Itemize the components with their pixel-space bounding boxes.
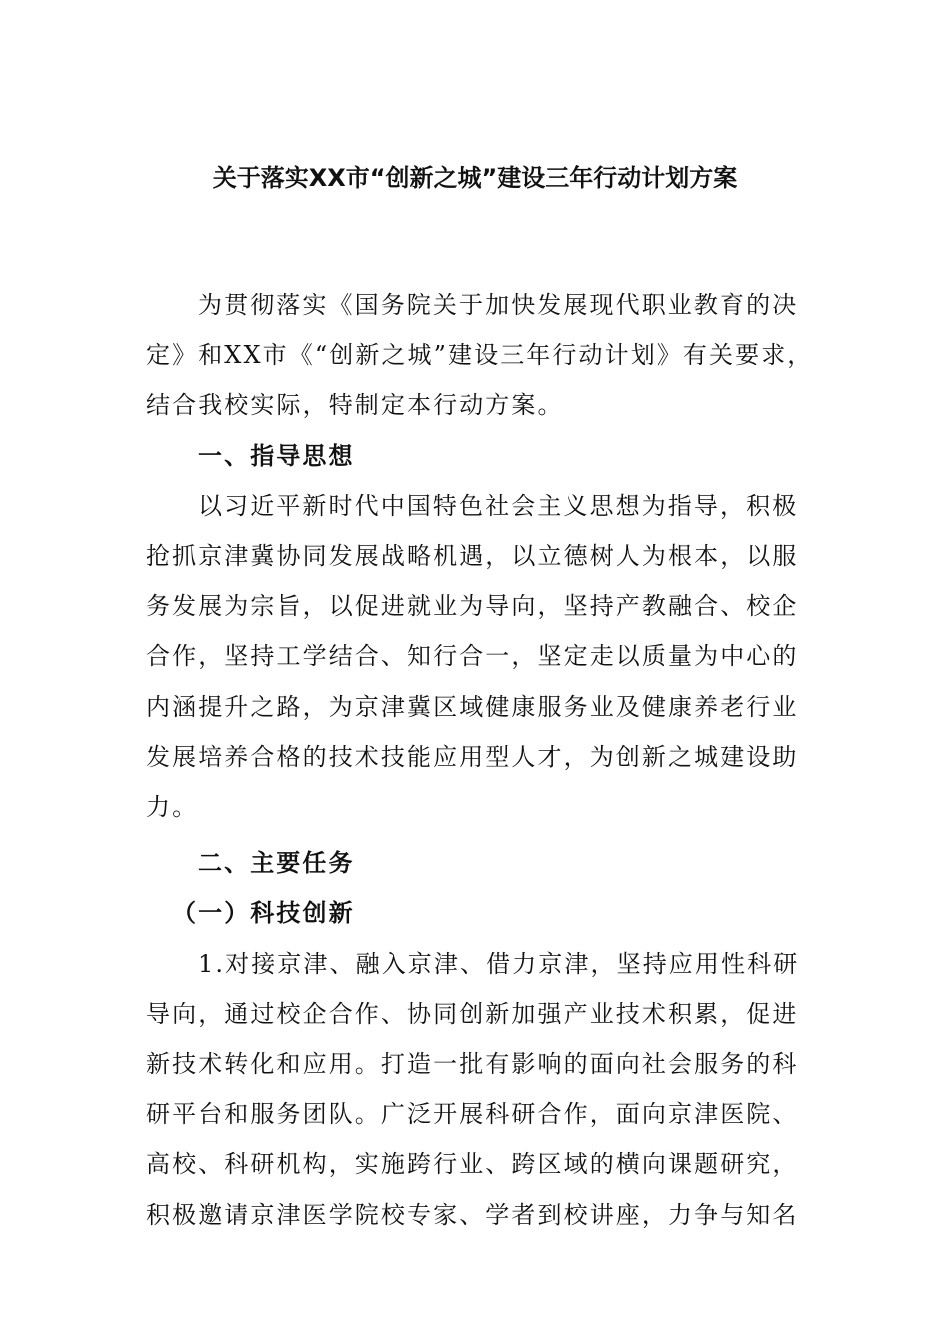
item-1-paragraph <box>146 939 810 1240</box>
text-line: 新技术转化和应用。打造一批有影响的面向社会服务的科 <box>146 1050 799 1079</box>
text-line: 积极邀请京津医学院校专家、学者到校讲座，力争与知名 <box>146 1200 799 1229</box>
text-line: 导向，通过校企合作、协同创新加强产业技术积累，促进 <box>146 999 799 1028</box>
text-line: 研平台和服务团队。广泛开展科研合作，面向京津医院、 <box>146 1100 799 1129</box>
guiding-ideology-paragraph <box>146 481 810 832</box>
text-line: 定》和XX市《“创新之城”建设三年行动计划》有关要求， <box>146 341 814 370</box>
intro-paragraph <box>146 280 814 431</box>
text-line: 1.对接京津、融入京津、借力京津，坚持应用性科研 <box>198 949 800 978</box>
document-body <box>146 280 814 1240</box>
text-line: 内涵提升之路，为京津冀区域健康服务业及健康养老行业 <box>146 692 799 721</box>
text-line: 务发展为宗旨，以促进就业为导向，坚持产教融合、校企 <box>146 592 799 621</box>
text-line: 高校、科研机构，实施跨行业、跨区域的横向课题研究， <box>146 1150 799 1179</box>
document-title: 关于落实XX市“创新之城”建设三年行动计划方案 <box>212 164 738 192</box>
text-line: 为贯彻落实《国务院关于加快发展现代职业教育的决 <box>198 291 799 319</box>
text-line: 抢抓京津冀协同发展战略机遇，以立德树人为根本，以服 <box>146 542 799 571</box>
text-line: 结合我校实际，特制定本行动方案。 <box>146 391 564 420</box>
subsection-heading-tech-innovation: （一）科技创新 <box>172 899 355 928</box>
section-heading-main-tasks: 二、主要任务 <box>198 849 355 878</box>
text-line: 发展培养合格的技术技能应用型人才，为创新之城建设助 <box>146 742 799 771</box>
text-line: 以习近平新时代中国特色社会主义思想为指导，积极 <box>198 491 799 520</box>
text-line: 合作，坚持工学结合、知行合一，坚定走以质量为中心的 <box>146 642 799 671</box>
text-line: 力。 <box>146 793 199 822</box>
section-heading-guiding-ideology: 一、指导思想 <box>198 441 355 470</box>
